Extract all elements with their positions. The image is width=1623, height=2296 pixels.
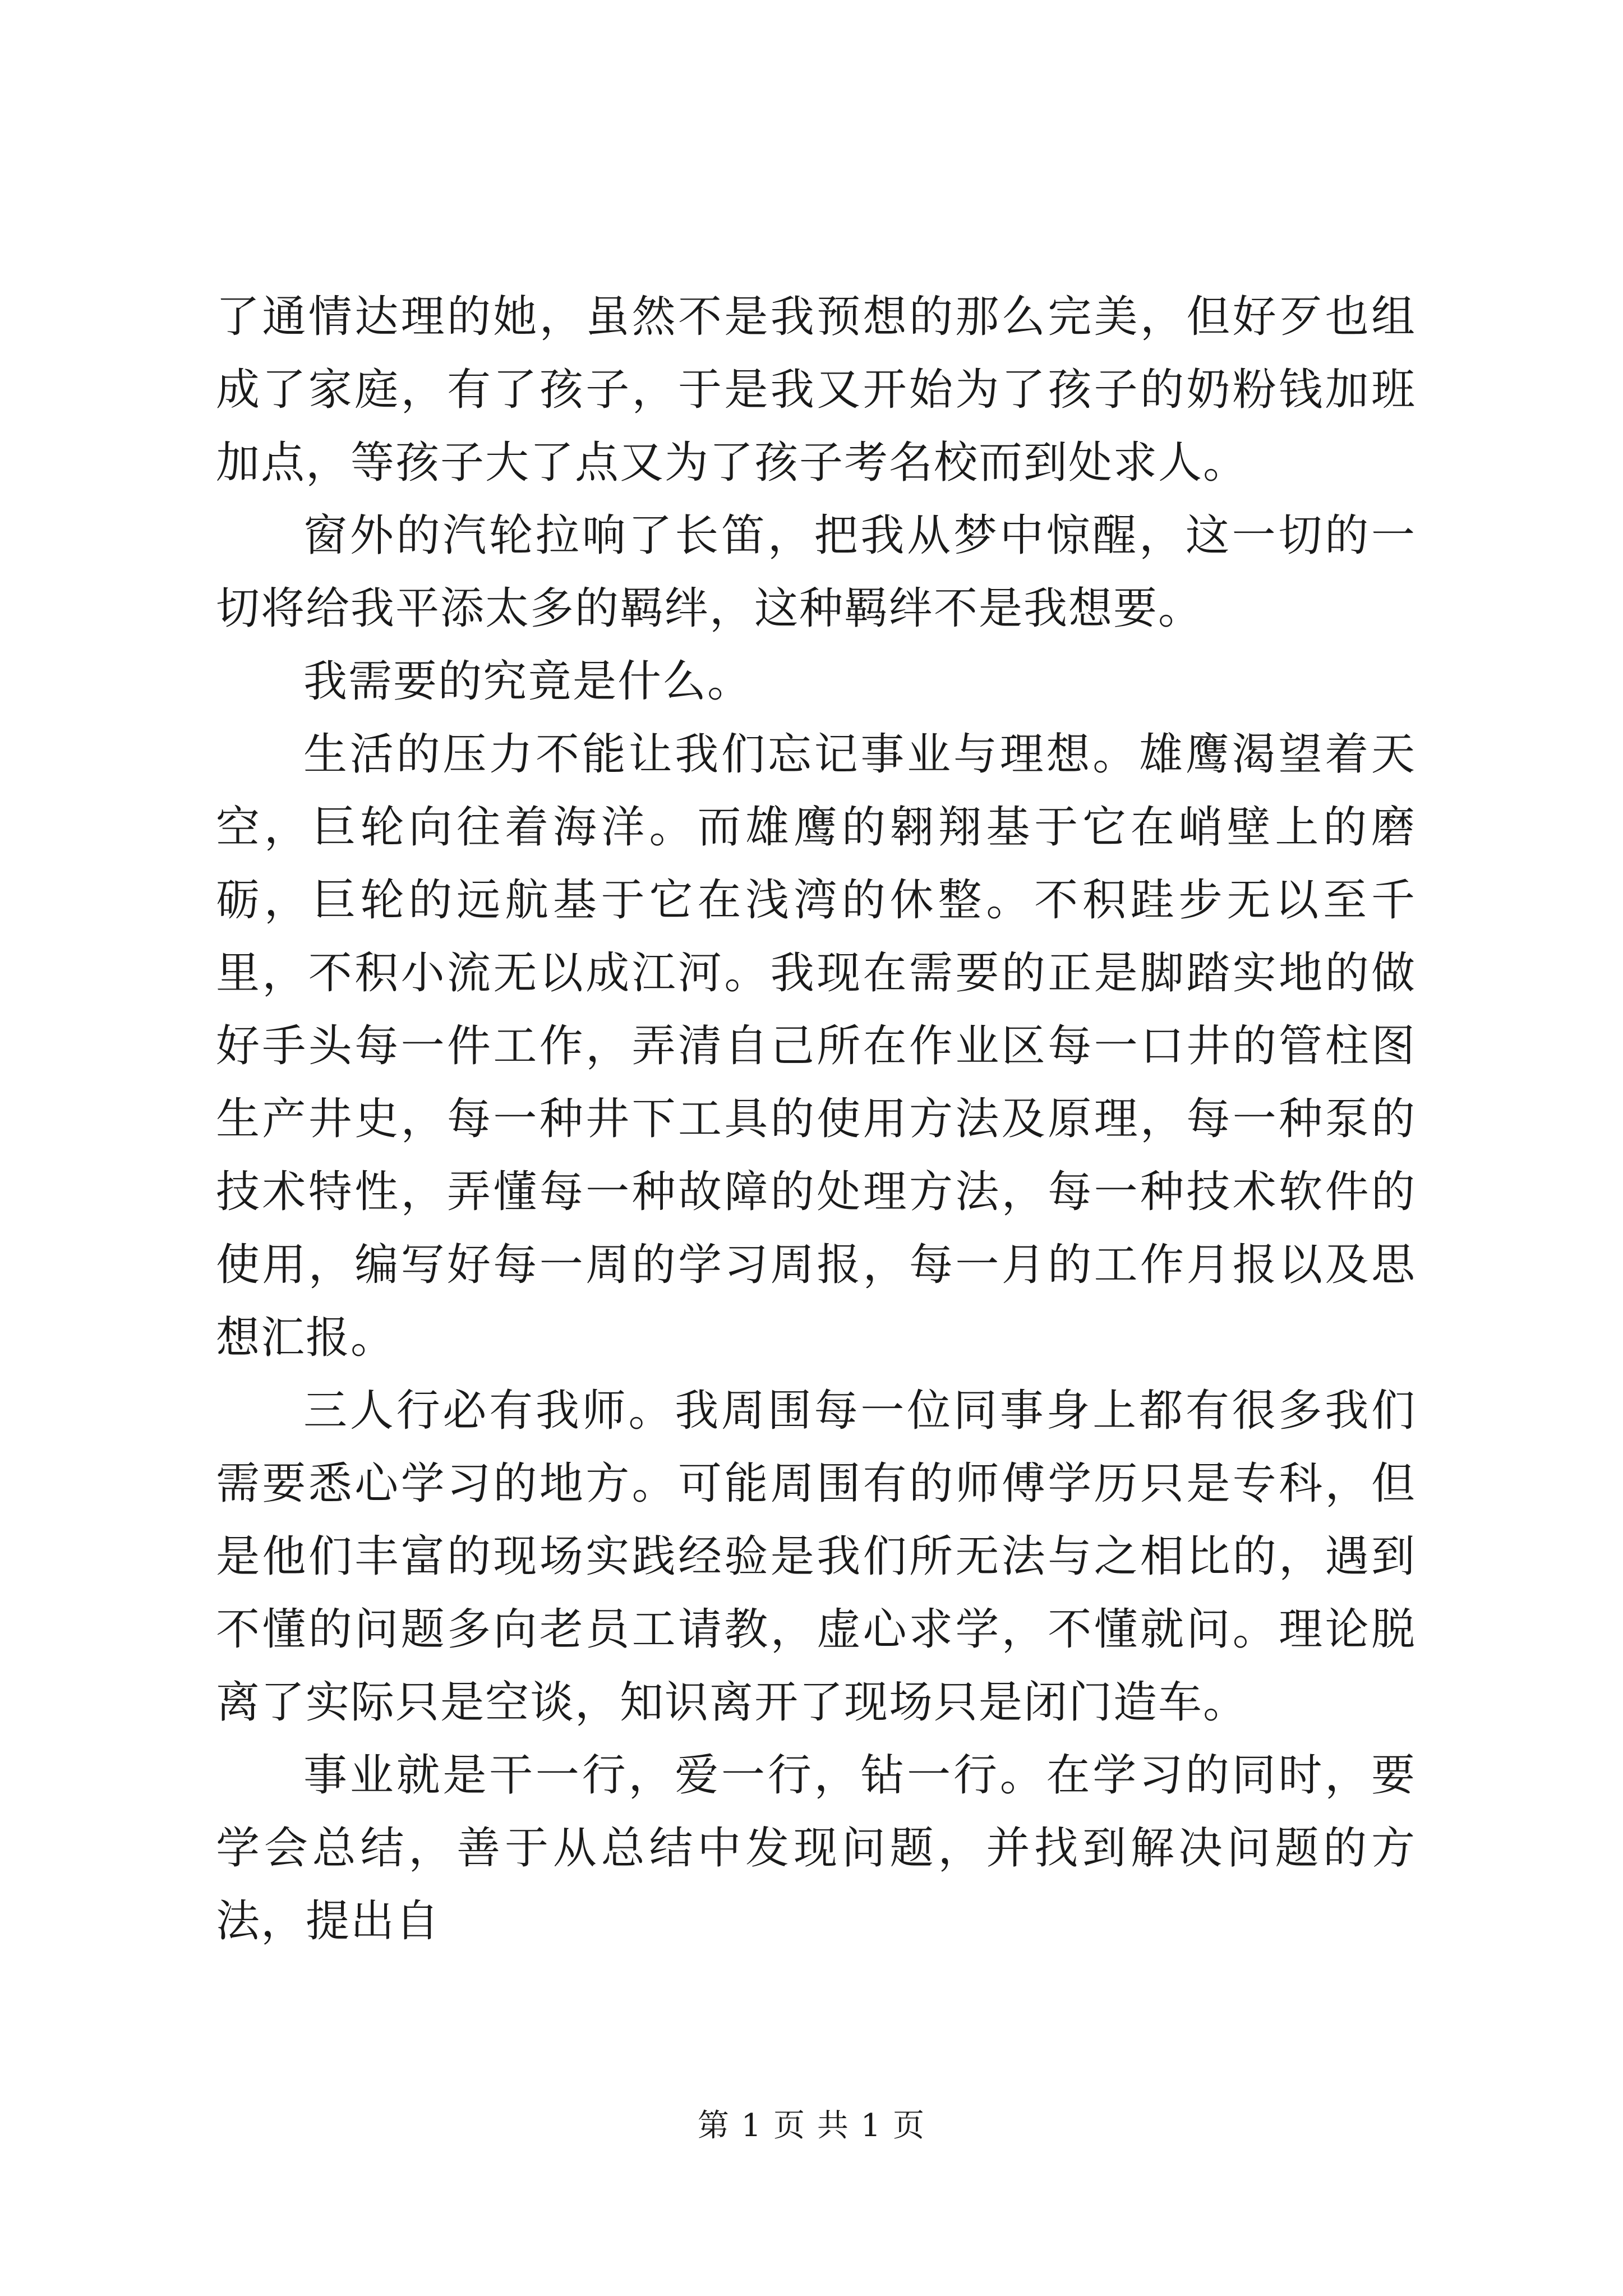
paragraph-2: 窗外的汽轮拉响了长笛，把我从梦中惊醒，这一切的一切将给我平添太多的羁绊，这种羁绊不是我想要。 [216,510,1416,634]
document-body [216,280,1416,1958]
paragraph-1: 了通情达理的她，虽然不是我预想的那么完美，但好歹也组成了家庭，有了孩子，于是我又开始为了孩子的奶粉钱加班加点，等孩子大了点又为了孩子考名校而到处求人。 [216,292,1416,488]
paragraph-5: 三人行必有我师。我周围每一位同事身上都有很多我们需要悉心学习的地方。可能周围有的师傅学历只是专科，但是他们丰富的现场实践经验是我们所无法与之相比的，遇到不懂的问题多向老员工请教，虚心求学，不懂就问。理论脱离了实际只是空谈，知识离开了现场只是闭门造车。 [216,1386,1416,1728]
page-footer: 第 1 页 共 1 页 [697,2108,926,2144]
paragraph-4: 生活的压力不能让我们忘记事业与理想。雄鹰渴望着天空，巨轮向往着海洋。而雄鹰的翱翔基于它在峭壁上的磨砺，巨轮的远航基于它在浅湾的休整。不积跬步无以至千里，不积小流无以成江河。我现在需要的正是脚踏实地的做好手头每一件工作，弄清自己所在作业区每一口井的管柱图生产井史，每一种井下工具的使用方法及原理，每一种泵的技术特性，弄懂每一种故障的处理方法，每一种技术软件的使用，编写好每一周的学习周报，每一月的工作月报以及思想汇报。 [216,729,1416,1363]
paragraph-3: 我需要的究竟是什么。 [303,656,753,707]
paragraph-6: 事业就是干一行，爱一行，钻一行。在学习的同时，要学会总结，善于从总结中发现问题，并找到解决问题的方法，提出自 [216,1750,1416,1947]
